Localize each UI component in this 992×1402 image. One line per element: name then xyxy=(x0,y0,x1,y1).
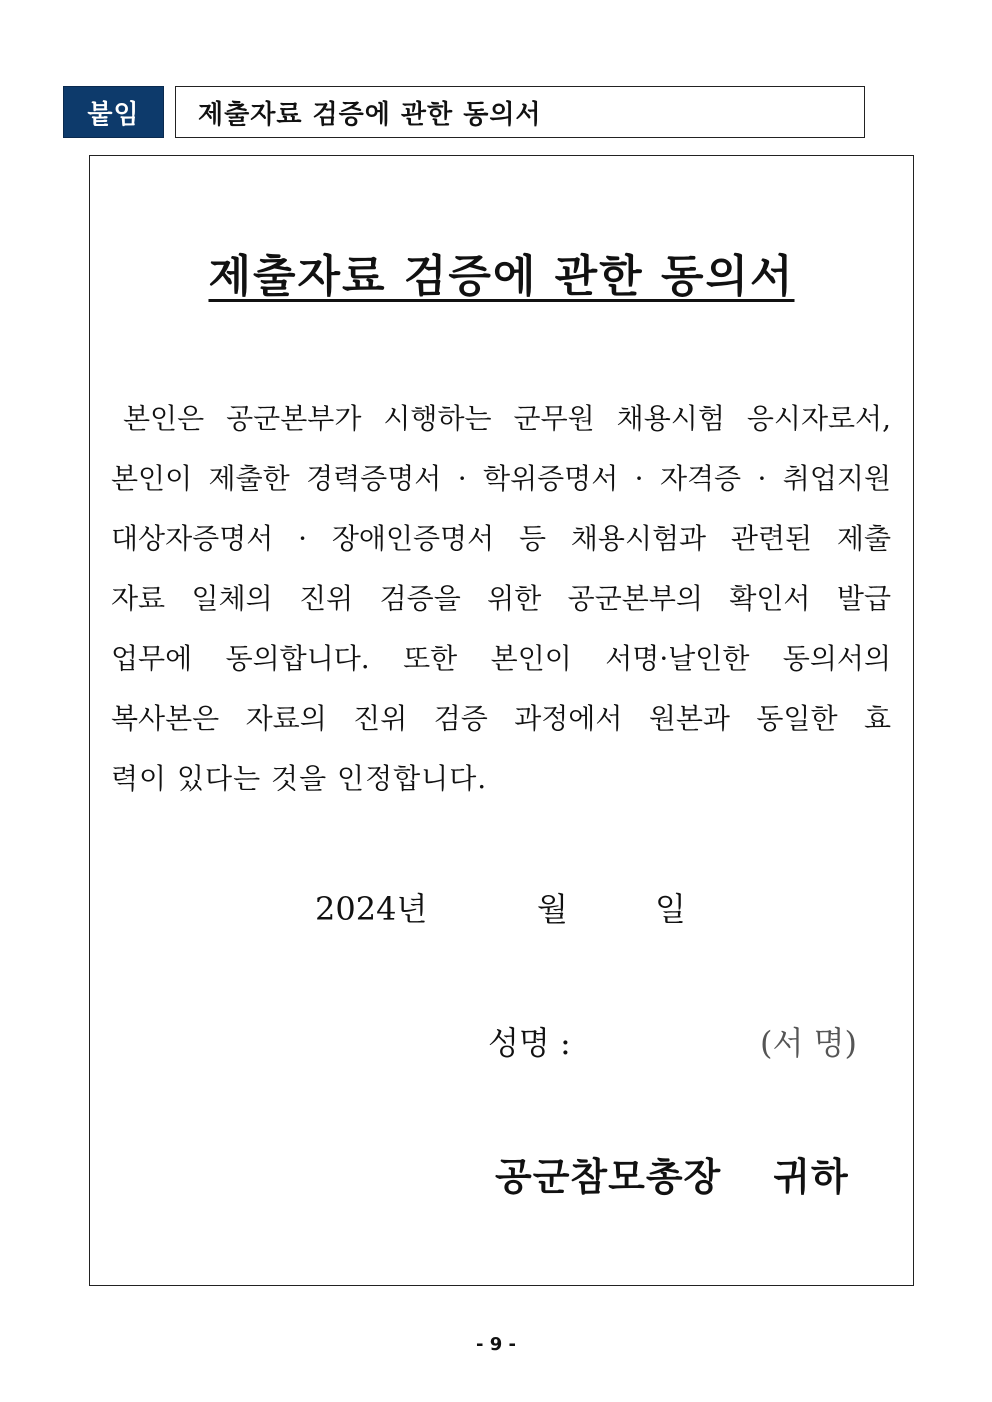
body-line: 본인은 공군본부가 시행하는 군무원 채용시험 응시자로서, xyxy=(123,402,891,435)
consent-form-frame xyxy=(89,155,914,1286)
body-line: 업무에 동의합니다. 또한 본인이 서명·날인한 동의서의 xyxy=(111,642,891,675)
page-number: - 9 - xyxy=(476,1334,516,1355)
attachment-label: 붙임 xyxy=(63,86,164,138)
recipient-name: 공군참모총장 xyxy=(495,1155,722,1199)
body-line: 본인이 제출한 경력증명서 · 학위증명서 · 자격증 · 취업지원 xyxy=(111,462,891,495)
recipient-suffix: 귀하 xyxy=(773,1155,849,1199)
document-title-text: 제출자료 검증에 관한 동의서 xyxy=(208,251,795,302)
body-line: 력이 있다는 것을 인정합니다. xyxy=(111,762,488,795)
recipient-line xyxy=(495,1146,849,1201)
date-month: 월 xyxy=(537,890,568,928)
signature-hint: (서 명) xyxy=(760,1024,857,1062)
date-year: 2024년 xyxy=(315,890,428,928)
body-line: 자료 일체의 진위 검증을 위한 공군본부의 확인서 발급 xyxy=(111,582,891,615)
attachment-header xyxy=(63,86,865,138)
attachment-title: 제출자료 검증에 관한 동의서 xyxy=(175,86,865,138)
body-line: 대상자증명서 · 장애인증명서 등 채용시험과 관련된 제출 xyxy=(111,522,891,555)
document-title xyxy=(90,240,913,304)
date-day: 일 xyxy=(655,890,686,928)
consent-body xyxy=(111,389,891,809)
signature-label: 성명 : xyxy=(488,1024,571,1062)
body-line: 복사본은 자료의 진위 검증 과정에서 원본과 동일한 효 xyxy=(111,702,891,735)
